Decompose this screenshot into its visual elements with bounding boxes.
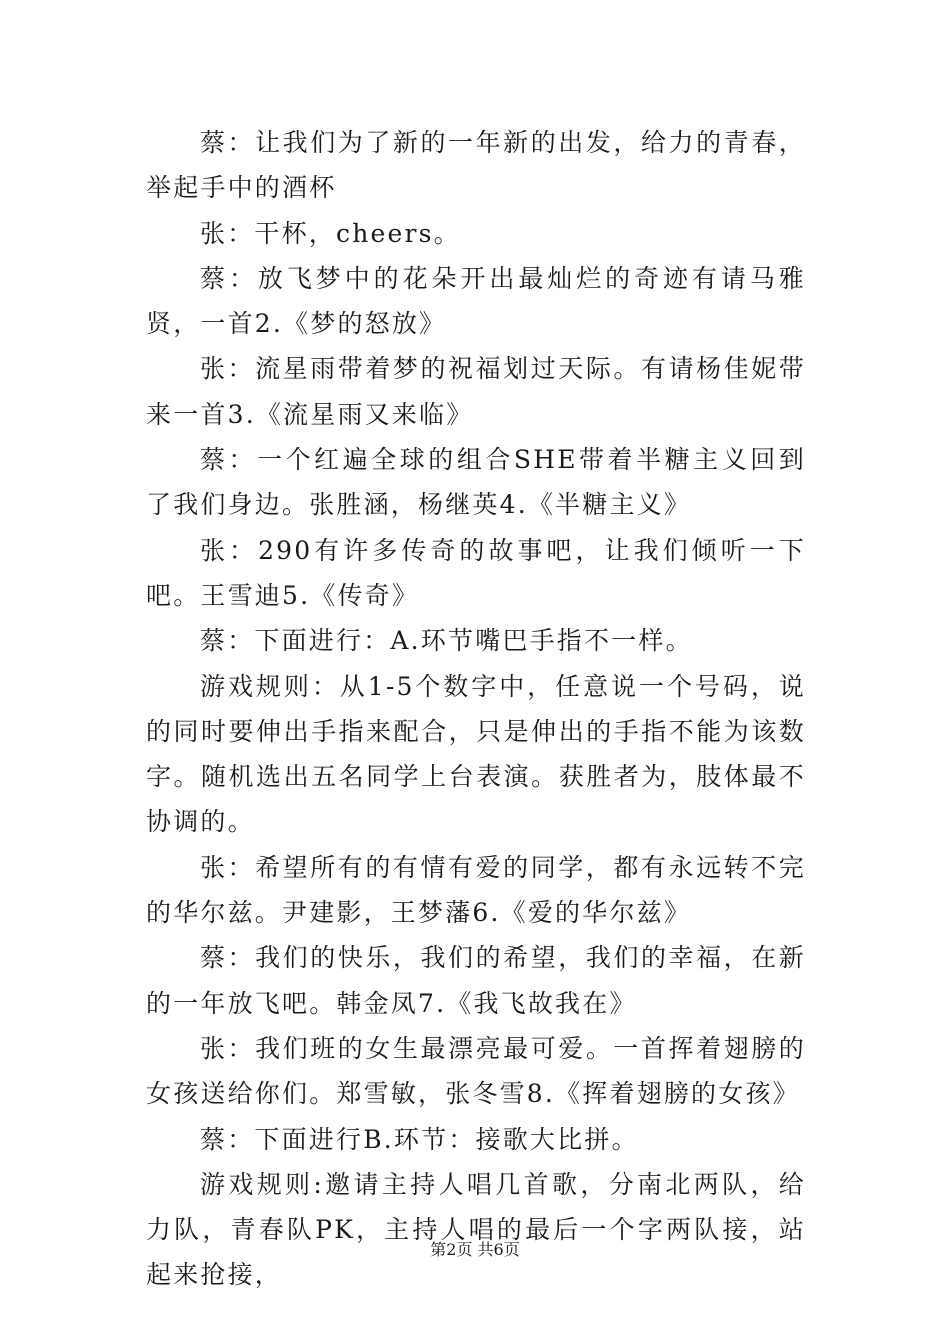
paragraph: 蔡：一个红遍全球的组合SHE带着半糖主义回到了我们身边。张胜涵，杨继英4.《半糖主义》 bbox=[146, 445, 806, 520]
paragraph: 蔡：放飞梦中的花朵开出最灿烂的奇迹有请马雅贤，一首2.《梦的怒放》 bbox=[146, 263, 806, 339]
paragraph: 蔡：我们的快乐，我们的希望，我们的幸福，在新的一年放飞吧。韩金凤7.《我飞故我在》 bbox=[146, 943, 806, 1018]
paragraph: 张：我们班的女生最漂亮最可爱。一首挥着翅膀的女孩送给你们。郑雪敏，张冬雪8.《挥着翅膀的女孩》 bbox=[146, 1033, 806, 1109]
paragraph: 张：290有许多传奇的故事吧，让我们倾听一下吧。王雪迪5.《传奇》 bbox=[146, 535, 806, 610]
paragraph: 蔡：下面进行：A.环节嘴巴手指不一样。 bbox=[200, 626, 693, 656]
document-body bbox=[146, 120, 806, 1298]
paragraph: 蔡：下面进行B.环节：接歌大比拼。 bbox=[200, 1124, 639, 1154]
paragraph: 张：希望所有的有情有爱的同学，都有永远转不完的华尔兹。尹建影，王梦藩6.《爱的华尔兹》 bbox=[146, 852, 806, 928]
paragraph: 张：干杯，cheers。 bbox=[200, 218, 461, 248]
paragraph: 蔡：让我们为了新的一年新的出发，给力的青春，举起手中的酒杯 bbox=[146, 128, 806, 203]
paragraph: 张：流星雨带着梦的祝福划过天际。有请杨佳妮带来一首3.《流星雨又来临》 bbox=[146, 354, 806, 429]
paragraph: 游戏规则:邀请主持人唱几首歌，分南北两队，给力队，青春队PK，主持人唱的最后一个字两队接，站起来抢接， bbox=[146, 1169, 806, 1290]
paragraph: 游戏规则：从1-5个数字中，任意说一个号码，说的同时要伸出手指来配合，只是伸出的手指不能为该数字。随机选出五名同学上台表演。获胜者为，肢体最不协调的。 bbox=[146, 671, 806, 837]
page-number-footer: 第2页 共6页 bbox=[430, 1240, 520, 1259]
